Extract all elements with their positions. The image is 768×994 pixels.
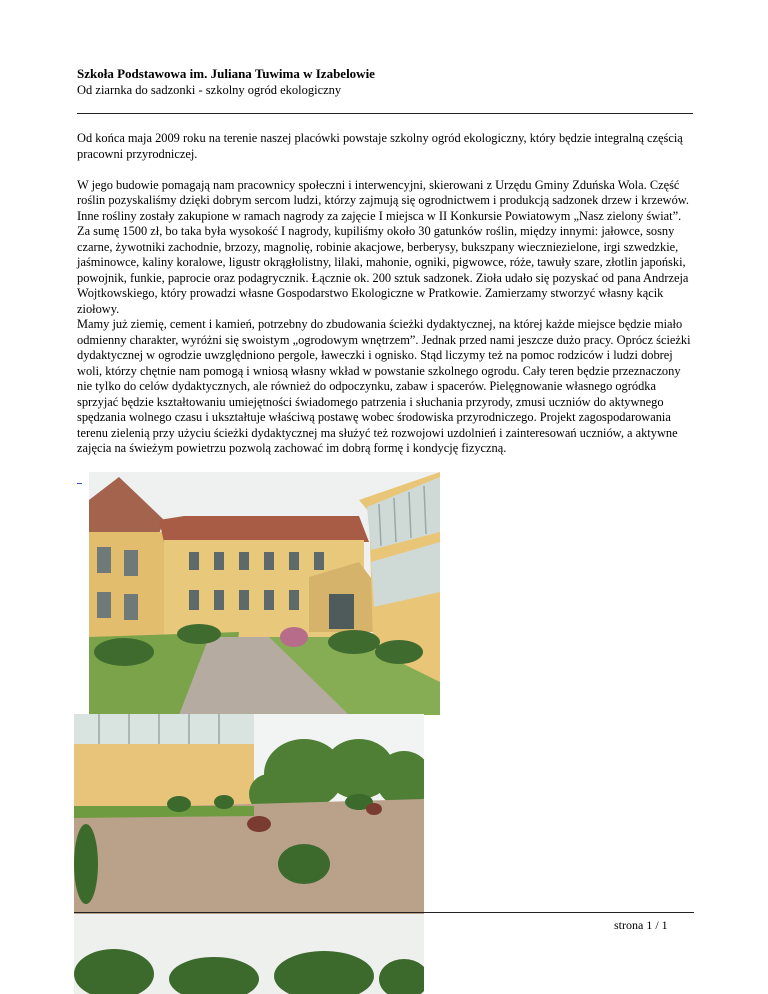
photo-school-building xyxy=(89,472,440,715)
footer-divider xyxy=(74,912,694,913)
page-number: strona 1 / 1 xyxy=(614,918,668,932)
article-body xyxy=(77,131,693,457)
paragraph-plans: Mamy już ziemię, cement i kamień, potrzebny do zbudowania ścieżki dydaktycznej, na której każde miejsce będzie miało odmienny charakter, wyróżni się swoistym „ogrodowym wnętrzem”. Jednak przed nami jeszcze dużo pracy. Oprócz ścieżki dydaktycznej w ogrodzie uwzględniono pergole, ławeczki i ognisko. Stąd liczymy też na pomoc rodziców i ludzi dobrej woli, którzy chętnie nam pomogą i wniosą własny wkład w powstanie szkolnego ogrodu. Cały teren będzie przeznaczony nie tylko do celów dydaktycznych, ale również do odpoczynku, zabaw i spacerów. Pielęgnowanie własnego ogródka sprzyjać będzie kształtowaniu umiejętności świadomego patrzenia i słuchania przyrody, zmusi uczniów do aktywnego spędzania wolnego czasu i ukształtuje właściwą postawę wobec środowiska przyrodniczego. Projekt zagospodarowania terenu zielenią przy użyciu ścieżki dydaktycznej ma służyć też rozwojowi uzdolnień i zainteresowań uczniów, a aktywne zajęcia na świeżym powietrzu pozwolą zachować im dobrą formę i kondycję fizyczną. xyxy=(77,317,691,455)
header-divider xyxy=(77,113,693,114)
document-title: Szkoła Podstawowa im. Juliana Tuwima w Izabelowie xyxy=(77,66,375,81)
photo-school-garden xyxy=(74,714,424,994)
image-link[interactable] xyxy=(77,483,82,484)
paragraph-intro: Od końca maja 2009 roku na terenie naszej placówki powstaje szkolny ogród ekologiczny, który będzie integralną częścią pracowni przyrodniczej. xyxy=(77,131,683,161)
paragraph-plants: W jego budowie pomagają nam pracownicy społeczni i interwencyjni, skierowani z Urzędu Gminy Zduńska Wola. Część roślin pozyskaliśmy dzięki dobrym sercom ludzi, którzy zajmują się ogrodnictwem i produkcją sadzonek drzew i krzewów. Inne rośliny zostały zakupione w ramach nagrody za zajęcie I miejsca w II Konkursie Powiatowym „Nasz zielony świat”. Za sumę 1500 zł, bo taka była wysokość I nagrody, kupiliśmy około 30 gatunków roślin, między innymi: jałowce, sosny czarne, żywotniki zachodnie, brzozy, magnolię, robinie akacjowe, berberysy, bukszpany wieczniezielone, irgi szwedzkie, jaśminowce, kaliny koralowe, ligustr okrągłolistny, lilaki, mahonie, ogniki, pigwowce, róże, tawuły szare, złotlin japoński, powojnik, funkie, paprocie oraz podagrycznik. Łącznie ok. 200 sztuk sadzonek. Zioła udało się pozyskać od pana Andrzeja Wojtkowskiego, który prowadzi własne Gospodarstwo Ekologiczne w Pratkowie. Zamierzamy stworzyć własny kącik ziołowy. xyxy=(77,177,690,316)
document-subtitle: Od ziarnka do sadzonki - szkolny ogród ekologiczny xyxy=(77,83,342,97)
